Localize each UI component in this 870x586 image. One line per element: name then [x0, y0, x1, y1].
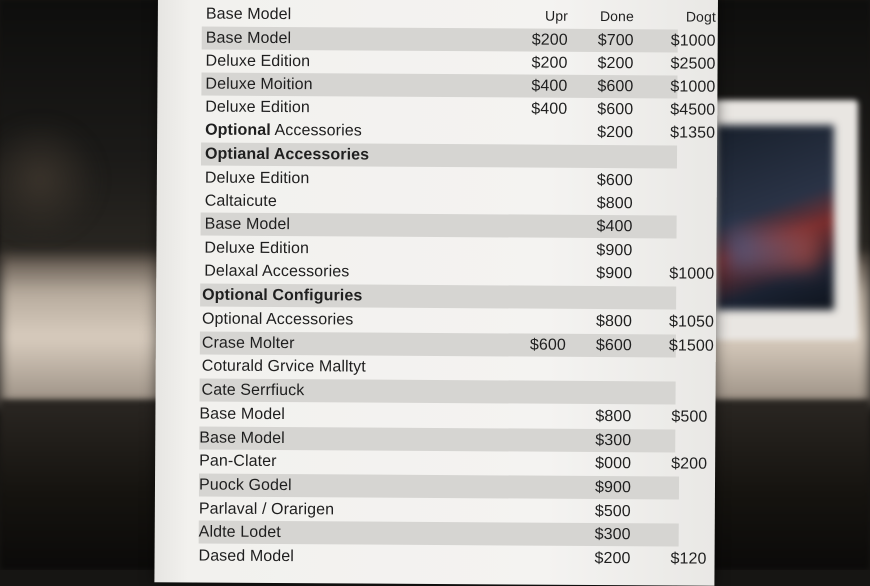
row-label: Aldte Lodet: [199, 521, 281, 545]
row-col3: $2500: [646, 52, 716, 75]
row-label: Base Model: [205, 213, 291, 237]
row-col3: $1500: [644, 334, 714, 357]
row-label: Deluxe Edition: [206, 50, 311, 74]
row-label: [205, 119, 362, 143]
price-row: [201, 213, 677, 239]
row-label-rest: Accessories: [271, 122, 362, 140]
row-label: Deluxe Moition: [205, 73, 312, 97]
row-col2: $300: [565, 429, 631, 452]
row-col2: $900: [566, 239, 632, 262]
price-row: [201, 119, 677, 145]
row-label: Parlaval / Orarigen: [199, 498, 334, 522]
price-row: [200, 237, 676, 263]
row-col3: $1000: [646, 29, 716, 52]
price-row: [199, 427, 675, 453]
price-row: [202, 27, 678, 53]
row-label: Dased Model: [198, 545, 294, 569]
row-col2: $000: [565, 452, 631, 475]
row-col3: $200: [637, 452, 707, 475]
row-label: Base Model: [199, 427, 285, 451]
row-col3: $1000: [644, 262, 714, 285]
row-col2: $900: [565, 476, 631, 499]
row-col3: $500: [637, 405, 707, 428]
price-row: [199, 450, 675, 476]
price-row: [199, 403, 675, 429]
price-row: [200, 308, 676, 334]
row-col2: $600: [567, 169, 633, 192]
row-col2: $200: [567, 121, 633, 144]
header-model-label: Base Model: [206, 3, 292, 27]
row-label: Caltaicute: [205, 190, 277, 213]
price-row: [201, 167, 677, 193]
price-row: [199, 474, 679, 500]
header-col1: Upr: [500, 4, 568, 27]
row-col1: $200: [500, 28, 568, 51]
row-col3: $4500: [645, 98, 715, 121]
row-col2: $600: [567, 98, 633, 121]
row-label: Base Model: [199, 403, 285, 427]
price-row: [198, 545, 678, 571]
row-col2: $600: [567, 75, 633, 98]
row-col3: $1000: [645, 75, 715, 98]
row-col2: $400: [567, 215, 633, 238]
price-row: [201, 190, 677, 216]
background-lamp: [0, 120, 100, 240]
row-col1: $600: [498, 333, 566, 356]
row-col2: $700: [568, 29, 634, 52]
section-heading: Optional Configuries: [202, 284, 362, 308]
row-col2: $800: [566, 310, 632, 333]
row-label: Coturald Grvice Malltyt: [202, 355, 366, 379]
background-monitor-screen: [716, 125, 834, 310]
price-row: [201, 73, 677, 99]
row-label: Puock Godel: [199, 474, 292, 498]
price-row: [199, 498, 679, 524]
row-label: Deluxe Edition: [204, 237, 309, 261]
price-row: [200, 379, 676, 405]
header-col2: Done: [568, 5, 634, 28]
price-row: [200, 332, 676, 358]
row-col2: $300: [565, 523, 631, 546]
row-label: Deluxe Edition: [205, 96, 310, 120]
row-col3: $1050: [644, 310, 714, 333]
row-label: Optional Accessories: [202, 308, 354, 332]
row-col2: $200: [568, 52, 634, 75]
price-row: [201, 96, 677, 122]
row-label: Deluxe Edition: [205, 167, 310, 191]
header-col3: Dogt: [646, 5, 716, 28]
price-row: [200, 355, 676, 381]
row-col1: $200: [500, 51, 568, 74]
row-label: Pan-Clater: [199, 450, 277, 473]
row-label: Base Model: [206, 27, 292, 51]
price-row: [202, 50, 678, 76]
section-heading-row: [201, 143, 677, 169]
price-list-sheet: [154, 0, 718, 586]
price-row: [200, 260, 676, 286]
row-col1: $400: [499, 97, 567, 120]
row-col1: $400: [499, 74, 567, 97]
row-col2: $800: [565, 405, 631, 428]
row-col2: $500: [565, 500, 631, 523]
row-col3: $1350: [645, 121, 715, 144]
row-label: Cate Serrfiuck: [202, 379, 305, 403]
section-heading-row: [200, 284, 676, 310]
row-col3: $120: [636, 547, 706, 570]
row-col2: $900: [566, 262, 632, 285]
price-list-header: [202, 3, 682, 29]
background-monitor-glow: [728, 230, 818, 270]
row-col2: $200: [564, 547, 630, 570]
section-heading: Optianal Accessories: [205, 143, 369, 167]
price-row: [199, 521, 679, 547]
row-label: Crase Molter: [202, 332, 295, 356]
row-label-bold: Optional: [205, 122, 271, 139]
row-label: Delaxal Accessories: [204, 260, 349, 284]
row-col2: $800: [567, 192, 633, 215]
row-col2: $600: [566, 334, 632, 357]
